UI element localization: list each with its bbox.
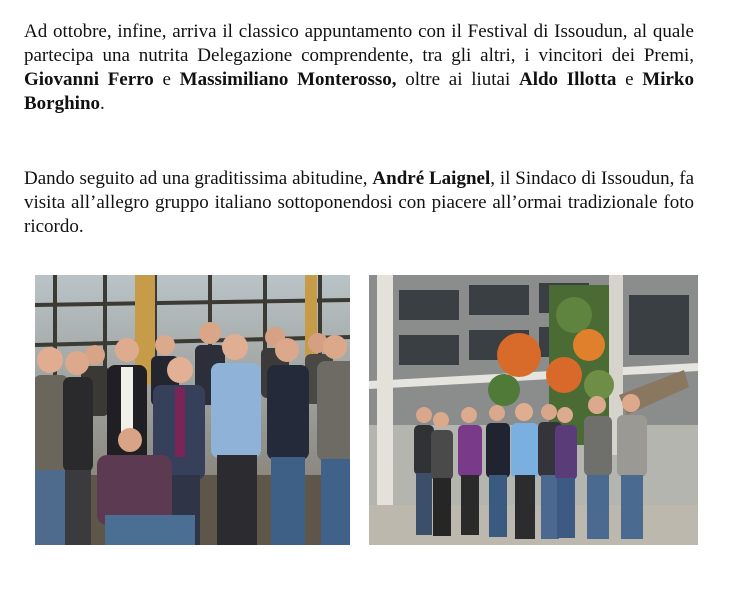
p2-text-2: , il Sindaco di Issoudun, fa visita all’allegro gruppo italiano sottoponendosi con piacere all’ormai tradizionale foto ricordo. [24,168,694,237]
group-photo-outdoor [369,275,698,545]
name-aldo-illotta: Aldo Illotta [518,69,617,90]
paragraph-mayor-visit [24,167,694,239]
p1-text-5: . [100,93,105,114]
p1-text-3: oltre ai liutai [396,69,519,90]
group-photo-indoor [35,275,350,545]
p1-text-1: Ad ottobre, infine, arriva il classico appuntamento con il Festival di Issoudun, al quale partecipa una nutrita Delegazione comprendente, tra gli altri, i vincitori dei Premi, [24,21,694,66]
name-mirko-borghino: Mirko Borghino [24,69,694,114]
p1-text-2: e [153,69,180,90]
p1-text-4: e [616,69,643,90]
group-photo-indoor-illustration [35,275,350,545]
name-giovanni-ferro: Giovanni Ferro [24,69,154,90]
p2-text-1: Dando seguito ad una graditissima abitudine, [24,168,373,189]
name-andre-laignel: André Laignel [372,168,491,189]
group-photo-outdoor-illustration [369,275,698,545]
name-massimiliano-monterosso: Massimiliano Monterosso, [179,69,397,90]
paragraph-festival [24,20,694,116]
